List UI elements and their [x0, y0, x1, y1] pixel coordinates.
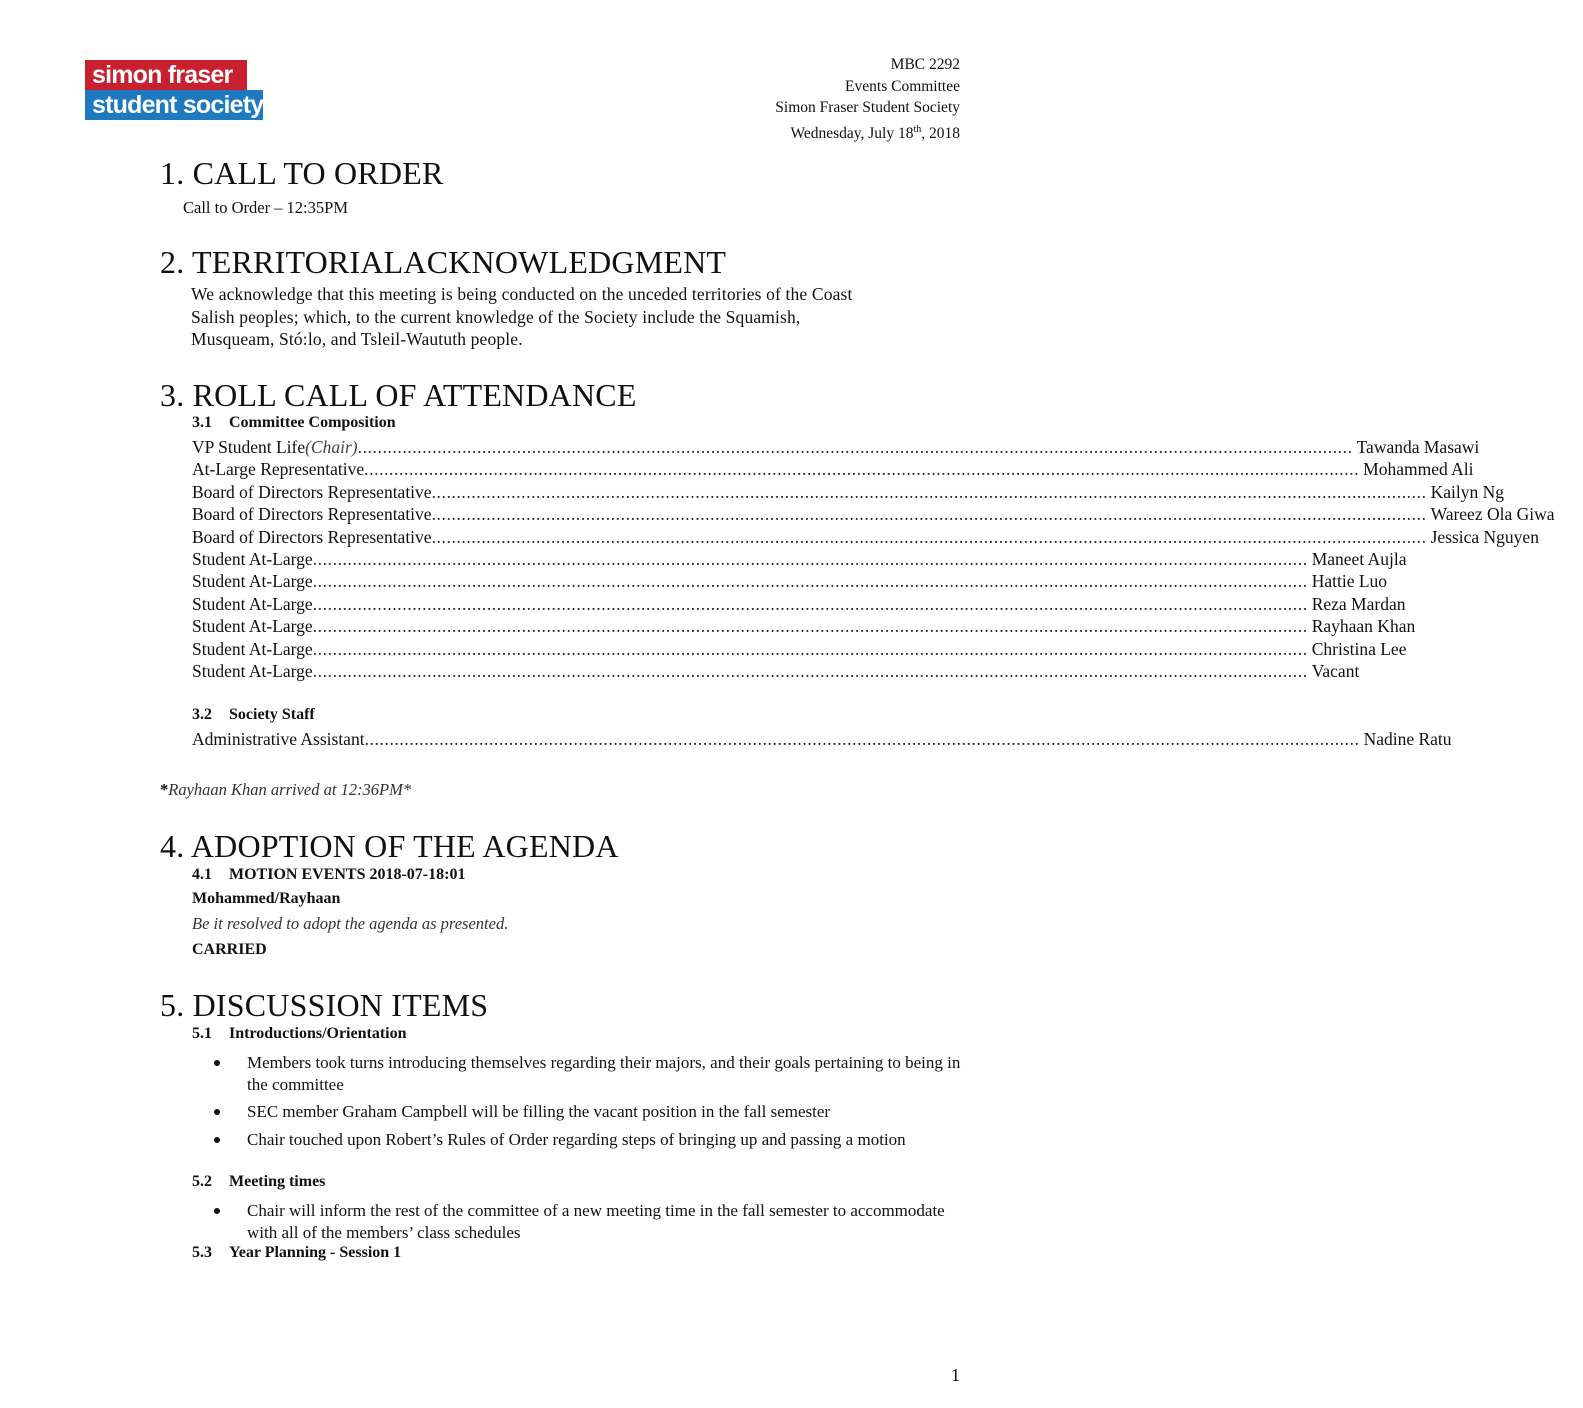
call-to-order-text: Call to Order – 12:35PM: [183, 198, 348, 217]
committee-name: Events Committee: [845, 77, 960, 95]
section-1-title: 1. CALL TO ORDER: [160, 155, 444, 191]
acknowledgment-line: Salish peoples; which, to the current knowledge of the Society include the Squamish,: [191, 306, 801, 327]
list-item: Members took turns introducing themselves regarding their majors, and their goals pertaining to being in the committee: [192, 1052, 962, 1095]
subsection-3-1-heading: 3.1 Committee Composition: [192, 414, 396, 431]
acknowledgment-line: We acknowledge that this meeting is being conducted on the unceded territories of the Coast: [191, 284, 853, 304]
organization-name: Simon Fraser Student Society: [775, 99, 960, 116]
motion-movers: Mohammed/Rayhaan: [192, 890, 341, 907]
introductions-bullet-list: [192, 1052, 962, 1150]
roster-row: Board of Directors Representative ........................................................................................................................................................................................................ Kailyn Ng: [192, 481, 1504, 502]
section-2-title: 2. TERRITORIALACKNOWLEDGMENT: [160, 244, 727, 280]
committee-roster: [192, 436, 1555, 682]
logo-line-2: student society: [85, 90, 263, 120]
meeting-date: Wednesday, July 18th, 2018: [790, 123, 960, 142]
bullet-icon: [214, 1060, 220, 1066]
roster-row: Student At-Large ........................................................................................................................................................................................................ Christina Lee: [192, 638, 1407, 659]
meeting-times-bullet-list: [192, 1200, 962, 1243]
list-item: SEC member Graham Campbell will be filling the vacant position in the fall semester: [192, 1101, 962, 1123]
section-5-title: 5. DISCUSSION ITEMS: [160, 987, 489, 1023]
list-item: Chair will inform the rest of the committee of a new meeting time in the fall semester to accommodate with all of the members’ class schedules: [192, 1200, 962, 1243]
roster-row: Student At-Large ........................................................................................................................................................................................................ Hattie Luo: [192, 571, 1388, 592]
bullet-icon: [214, 1208, 220, 1214]
motion-text: Be it resolved to adopt the agenda as presented.: [192, 914, 509, 933]
staff-roster: [192, 728, 1452, 750]
roster-row: Student At-Large ........................................................................................................................................................................................................ Reza Mardan: [192, 593, 1406, 614]
roster-row: Administrative Assistant ........................................................................................................................................................................................................ Nadine Ratu: [192, 729, 1452, 749]
section-3-title: 3. ROLL CALL OF ATTENDANCE: [160, 377, 637, 413]
acknowledgment-line: Musqueam, Stó:lo, and Tsleil-Waututh people.: [191, 329, 523, 349]
roster-row: Student At-Large ........................................................................................................................................................................................................ Vacant: [192, 660, 1360, 681]
room-number: MBC 2292: [890, 56, 960, 73]
roster-row: Student At-Large ........................................................................................................................................................................................................ Maneet Aujla: [192, 548, 1407, 569]
subsection-3-2-heading: 3.2 Society Staff: [192, 706, 315, 723]
subsection-5-1-heading: 5.1 Introductions/Orientation: [192, 1025, 407, 1042]
attendance-note: *Rayhaan Khan arrived at 12:36PM*: [160, 780, 412, 799]
roster-row: Board of Directors Representative ........................................................................................................................................................................................................ Jessica Nguyen: [192, 526, 1539, 547]
section-4-title: 4. ADOPTION OF THE AGENDA: [160, 828, 619, 864]
society-logo: [85, 60, 263, 120]
motion-result: CARRIED: [192, 941, 267, 958]
roster-row: VP Student Life (Chair) ........................................................................................................................................................................................................ Tawanda Masawi: [192, 437, 1480, 457]
subsection-4-1-heading: 4.1 MOTION EVENTS 2018-07-18:01: [192, 866, 466, 883]
logo-line-1: simon fraser: [85, 60, 247, 90]
roster-row: At-Large Representative ........................................................................................................................................................................................................ Mohammed Ali: [192, 459, 1474, 480]
document-header: [775, 54, 960, 144]
roster-row: Board of Directors Representative ........................................................................................................................................................................................................ Wareez Ola Giwa: [192, 504, 1555, 525]
bullet-icon: [214, 1109, 220, 1115]
roster-row: Student At-Large ........................................................................................................................................................................................................ Rayhaan Khan: [192, 616, 1416, 637]
page-number: 1: [951, 1365, 960, 1385]
subsection-5-2-heading: 5.2 Meeting times: [192, 1173, 326, 1190]
subsection-5-3-heading: 5.3 Year Planning - Session 1: [192, 1244, 402, 1261]
bullet-icon: [214, 1137, 220, 1143]
list-item: Chair touched upon Robert’s Rules of Order regarding steps of bringing up and passing a motion: [192, 1129, 962, 1151]
acknowledgment-text: [191, 283, 853, 351]
